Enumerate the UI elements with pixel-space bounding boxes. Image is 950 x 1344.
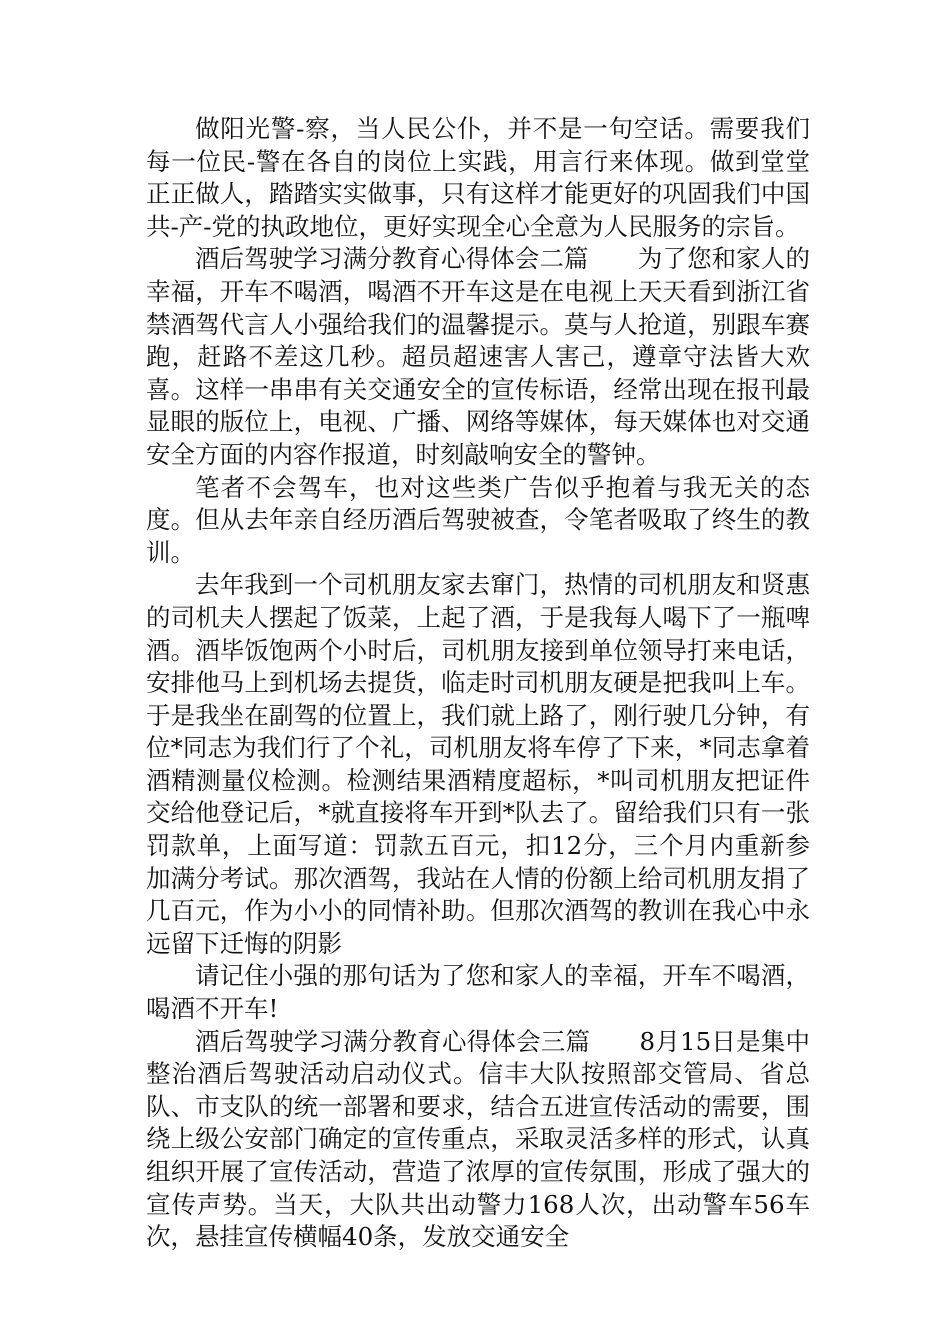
document-page [146,113,810,1254]
paragraph-police-service: 做阳光警-察，当人民公仆，并不是一句空话。需要我们每一位民-警在各自的岗位上实践，用言行来体现。做到堂堂正正做人，踏踏实实做事，只有这样才能更好的巩固我们中国共-产-党的执政地位，更好实现全心全意为人民服务的宗旨。 [146,114,810,241]
paragraph-reminder: 请记住小强的那句话为了您和家人的幸福，开车不喝酒，喝酒不开车! [146,961,810,1024]
paragraph-essay-three: 酒后驾驶学习满分教育心得体会三篇 8月15日是集中整治酒后驾驶活动启动仪式。信丰大队按照部交管局、省总队、市支队的统一部署和要求，结合五进宣传活动的需要，围绕上级公安部门确定的宣传重点，采取灵活多样的形式，认真组织开展了宣传活动，营造了浓厚的宣传氛围，形成了强大的宣传声势。当天，大队共出动警力168人次，出动警车56车次，悬挂宣传横幅40条，发放交通安全 [146,1026,810,1252]
paragraph-author-attitude: 笔者不会驾车，也对这些类广告似乎抱着与我无关的态度。但从去年亲自经历酒后驾驶被查，令笔者吸取了终生的教训。 [146,472,810,567]
paragraph-essay-two: 酒后驾驶学习满分教育心得体会二篇 为了您和家人的幸福，开车不喝酒，喝酒不开车这是在电视上天天看到浙江省禁酒驾代言人小强给我们的温馨提示。莫与人抢道，别跟车赛跑，赶路不差这几秒。超员超速害人害己，遵章守法皆大欢喜。这样一串串有关交通安全的宣传标语，经常出现在报刊最显眼的版位上，电视、广播、网络等媒体，每天媒体也对交通安全方面的内容作报道，时刻敲响安全的警钟。 [146,244,810,469]
paragraph-drunk-driving-story: 去年我到一个司机朋友家去窜门，热情的司机朋友和贤惠的司机夫人摆起了饭菜，上起了酒，于是我每人喝下了一瓶啤酒。酒毕饭饱两个小时后，司机朋友接到单位领导打来电话，安排他马上到机场去提货，临走时司机朋友硬是把我叫上车。于是我坐在副驾的位置上，我们就上路了，刚行驶几分钟，有位*同志为我们行了个礼，司机朋友将车停了下来，*同志拿着酒精测量仪检测。检测结果酒精度超标，*叫司机朋友把证件交给他登记后，*就直接将车开到*队去了。留给我们只有一张罚款单，上面写道：罚款五百元，扣12分，三个月内重新参加满分考试。那次酒驾，我站在人情的份额上给司机朋友捐了几百元，作为小小的同情补助。但那次酒驾的教训在我心中永远留下迁悔的阴影 [146,570,810,958]
